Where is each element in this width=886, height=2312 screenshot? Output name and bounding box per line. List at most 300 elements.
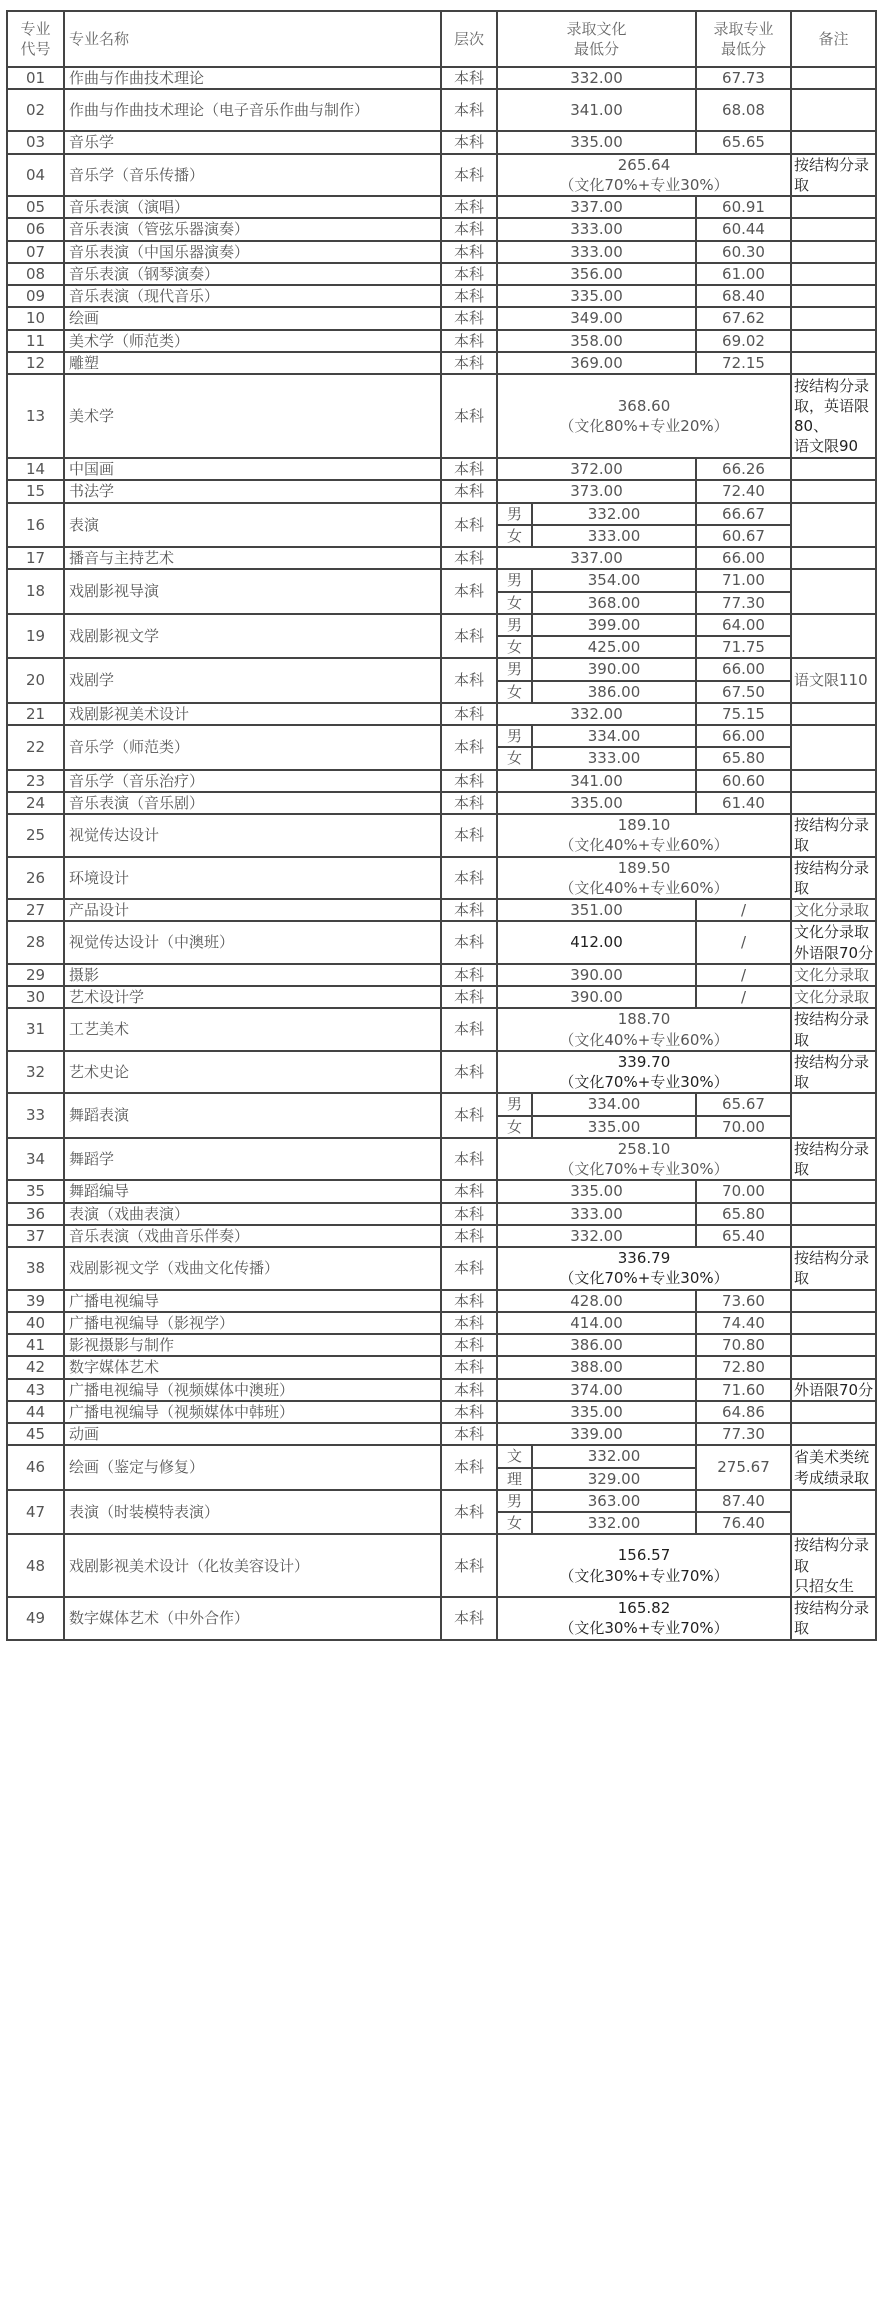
row-level: 本科 — [441, 374, 497, 458]
row-culture-score: 368.00 — [532, 592, 696, 614]
row-major-score: 65.40 — [696, 1225, 791, 1247]
row-culture-score: 329.00 — [532, 1468, 696, 1490]
row-remark — [791, 1290, 876, 1312]
row-code: 08 — [7, 263, 64, 285]
table-row — [7, 1247, 876, 1290]
row-remark — [791, 1423, 876, 1445]
row-level: 本科 — [441, 1334, 497, 1356]
row-name: 表演（戏曲表演） — [64, 1203, 441, 1225]
row-culture-score: 334.00 — [532, 1093, 696, 1115]
row-structured-score — [497, 1051, 791, 1094]
row-level: 本科 — [441, 1379, 497, 1401]
row-name: 舞蹈表演 — [64, 1093, 441, 1138]
row-culture-score: 374.00 — [497, 1379, 696, 1401]
row-name: 音乐学 — [64, 131, 441, 153]
row-structured-score — [497, 1534, 791, 1597]
row-remark — [791, 67, 876, 89]
row-major-score: 67.62 — [696, 307, 791, 329]
structured-score-formula: （文化70%+专业30%） — [559, 1073, 729, 1091]
row-remark: 外语限70分 — [791, 1379, 876, 1401]
table-row — [7, 1334, 876, 1356]
row-code: 18 — [7, 569, 64, 614]
structured-score-formula: （文化40%+专业60%） — [559, 836, 729, 855]
structured-score-value: 188.70 — [617, 1010, 671, 1029]
row-remark — [791, 725, 876, 770]
structured-score-formula: （文化40%+专业60%） — [559, 1030, 729, 1049]
row-major-score: / — [696, 921, 791, 964]
table-row — [7, 1225, 876, 1247]
row-major-score: 67.73 — [696, 67, 791, 89]
row-group-label: 男 — [497, 614, 532, 636]
row-major-score: 71.75 — [696, 636, 791, 658]
row-code: 14 — [7, 458, 64, 480]
row-code: 23 — [7, 770, 64, 792]
row-code: 36 — [7, 1203, 64, 1225]
row-code: 45 — [7, 1423, 64, 1445]
row-name: 工艺美术 — [64, 1008, 441, 1051]
structured-score-formula: （文化40%+专业60%） — [559, 878, 729, 897]
row-major-score: 66.67 — [696, 503, 791, 525]
row-culture-score: 334.00 — [532, 725, 696, 747]
row-group-label: 男 — [497, 725, 532, 747]
row-group-label: 女 — [497, 592, 532, 614]
row-remark — [791, 1334, 876, 1356]
row-major-score: 60.44 — [696, 218, 791, 240]
table-row — [7, 89, 876, 131]
row-code: 40 — [7, 1312, 64, 1334]
row-level: 本科 — [441, 1401, 497, 1423]
row-major-score: 72.80 — [696, 1356, 791, 1378]
row-code: 21 — [7, 703, 64, 725]
row-name: 播音与主持艺术 — [64, 547, 441, 569]
row-name: 广播电视编导 — [64, 1290, 441, 1312]
row-name: 音乐表演（戏曲音乐伴奏） — [64, 1225, 441, 1247]
row-culture-score: 386.00 — [532, 681, 696, 703]
row-code: 16 — [7, 503, 64, 548]
row-name: 表演 — [64, 503, 441, 548]
table-row — [7, 1138, 876, 1181]
row-group-label: 男 — [497, 658, 532, 680]
row-group-label: 女 — [497, 525, 532, 547]
table-row — [7, 1356, 876, 1378]
row-name: 舞蹈编导 — [64, 1180, 441, 1202]
row-code: 17 — [7, 547, 64, 569]
table-row — [7, 1379, 876, 1401]
row-culture-score: 332.00 — [497, 1225, 696, 1247]
table-row — [7, 1423, 876, 1445]
row-remark — [791, 89, 876, 131]
row-remark — [791, 503, 876, 548]
score-table — [6, 10, 877, 1641]
structured-score-formula: （文化30%+专业70%） — [559, 1566, 729, 1585]
row-code: 01 — [7, 67, 64, 89]
row-remark — [791, 131, 876, 153]
row-code: 49 — [7, 1597, 64, 1640]
row-culture-score: 337.00 — [497, 196, 696, 218]
header-row — [7, 11, 876, 67]
row-name: 戏剧影视文学 — [64, 614, 441, 659]
row-code: 27 — [7, 899, 64, 921]
row-name: 数字媒体艺术（中外合作） — [64, 1597, 441, 1640]
row-level: 本科 — [441, 131, 497, 153]
structured-score-value: 265.64 — [617, 155, 671, 174]
row-culture-score: 354.00 — [532, 569, 696, 591]
row-level: 本科 — [441, 986, 497, 1008]
row-group-label: 男 — [497, 569, 532, 591]
table-row — [7, 1180, 876, 1202]
row-group-label: 男 — [497, 503, 532, 525]
row-level: 本科 — [441, 1534, 497, 1597]
row-major-score: 69.02 — [696, 330, 791, 352]
table-row — [7, 921, 876, 964]
row-culture-score: 332.00 — [532, 1512, 696, 1534]
table-row — [7, 1290, 876, 1312]
row-name: 音乐表演（管弦乐器演奏） — [64, 218, 441, 240]
row-culture-score: 428.00 — [497, 1290, 696, 1312]
header-code: 专业 代号 — [7, 11, 64, 67]
table-row — [7, 263, 876, 285]
table-row — [7, 792, 876, 814]
row-code: 38 — [7, 1247, 64, 1290]
row-major-score: 66.00 — [696, 547, 791, 569]
row-code: 37 — [7, 1225, 64, 1247]
row-group-label: 女 — [497, 1116, 532, 1138]
row-remark — [791, 770, 876, 792]
row-name: 美术学 — [64, 374, 441, 458]
row-structured-score — [497, 1138, 791, 1181]
row-level: 本科 — [441, 857, 497, 900]
row-level: 本科 — [441, 1423, 497, 1445]
row-remark — [791, 1180, 876, 1202]
table-body — [7, 11, 876, 1640]
row-code: 06 — [7, 218, 64, 240]
row-code: 46 — [7, 1445, 64, 1490]
row-structured-score — [497, 1597, 791, 1640]
table-row — [7, 1203, 876, 1225]
row-level: 本科 — [441, 658, 497, 703]
row-name: 音乐表演（音乐剧） — [64, 792, 441, 814]
row-major-score: 66.00 — [696, 725, 791, 747]
row-culture-score: 335.00 — [497, 792, 696, 814]
row-code: 07 — [7, 241, 64, 263]
table-row — [7, 131, 876, 153]
row-name: 环境设计 — [64, 857, 441, 900]
structured-score-value: 368.60 — [617, 396, 671, 415]
row-major-score: 60.30 — [696, 241, 791, 263]
table-row — [7, 480, 876, 502]
row-level: 本科 — [441, 770, 497, 792]
row-level: 本科 — [441, 1180, 497, 1202]
row-code: 12 — [7, 352, 64, 374]
row-remark — [791, 1203, 876, 1225]
table-row — [7, 307, 876, 329]
row-major-score: 66.26 — [696, 458, 791, 480]
row-remark — [791, 352, 876, 374]
row-level: 本科 — [441, 1203, 497, 1225]
table-row — [7, 196, 876, 218]
row-remark: 省美术类统考成绩录取 — [791, 1445, 876, 1490]
row-level: 本科 — [441, 547, 497, 569]
row-culture-score: 414.00 — [497, 1312, 696, 1334]
row-major-score: 71.60 — [696, 1379, 791, 1401]
row-level: 本科 — [441, 1051, 497, 1094]
row-level: 本科 — [441, 1008, 497, 1051]
row-code: 15 — [7, 480, 64, 502]
row-culture-score: 333.00 — [532, 747, 696, 769]
row-culture-score: 390.00 — [532, 658, 696, 680]
row-name: 数字媒体艺术 — [64, 1356, 441, 1378]
row-major-score: 64.86 — [696, 1401, 791, 1423]
row-remark — [791, 1093, 876, 1138]
row-code: 11 — [7, 330, 64, 352]
row-name: 绘画 — [64, 307, 441, 329]
row-remark: 语文限110 — [791, 658, 876, 703]
row-major-score: 72.40 — [696, 480, 791, 502]
row-level: 本科 — [441, 1445, 497, 1490]
row-name: 视觉传达设计 — [64, 814, 441, 857]
row-remark — [791, 569, 876, 614]
structured-score-value: 336.79 — [617, 1249, 671, 1267]
row-culture-score: 335.00 — [532, 1116, 696, 1138]
row-code: 26 — [7, 857, 64, 900]
row-structured-score — [497, 374, 791, 458]
row-code: 13 — [7, 374, 64, 458]
row-remark — [791, 703, 876, 725]
row-remark: 按结构分录取 — [791, 857, 876, 900]
row-level: 本科 — [441, 503, 497, 548]
row-name: 音乐表演（演唱） — [64, 196, 441, 218]
row-level: 本科 — [441, 1247, 497, 1290]
row-name: 表演（时装模特表演） — [64, 1490, 441, 1535]
table-row — [7, 547, 876, 569]
row-major-score: 73.60 — [696, 1290, 791, 1312]
row-culture-score: 332.00 — [497, 67, 696, 89]
row-major-score: 87.40 — [696, 1490, 791, 1512]
row-name: 广播电视编导（影视学） — [64, 1312, 441, 1334]
row-code: 42 — [7, 1356, 64, 1378]
row-group-label: 女 — [497, 1512, 532, 1534]
row-culture-score: 333.00 — [497, 241, 696, 263]
row-code: 22 — [7, 725, 64, 770]
table-row — [7, 614, 876, 636]
row-remark: 文化分录取 — [791, 964, 876, 986]
table-row — [7, 330, 876, 352]
row-name: 音乐学（音乐传播） — [64, 154, 441, 197]
row-level: 本科 — [441, 614, 497, 659]
table-row — [7, 814, 876, 857]
row-code: 30 — [7, 986, 64, 1008]
row-level: 本科 — [441, 218, 497, 240]
table-row — [7, 899, 876, 921]
row-name: 动画 — [64, 1423, 441, 1445]
header-culture: 录取文化 最低分 — [497, 11, 696, 67]
row-name: 影视摄影与制作 — [64, 1334, 441, 1356]
row-level: 本科 — [441, 1290, 497, 1312]
row-remark: 按结构分录取，英语限80、 语文限90 — [791, 374, 876, 458]
row-major-score: 68.40 — [696, 285, 791, 307]
table-row — [7, 986, 876, 1008]
row-major-score: 77.30 — [696, 1423, 791, 1445]
row-level: 本科 — [441, 196, 497, 218]
row-level: 本科 — [441, 1490, 497, 1535]
row-remark: 按结构分录取 — [791, 814, 876, 857]
table-row — [7, 569, 876, 591]
row-code: 35 — [7, 1180, 64, 1202]
row-level: 本科 — [441, 480, 497, 502]
row-level: 本科 — [441, 792, 497, 814]
row-culture-score: 386.00 — [497, 1334, 696, 1356]
row-level: 本科 — [441, 1356, 497, 1378]
row-code: 20 — [7, 658, 64, 703]
row-major-score: 65.67 — [696, 1093, 791, 1115]
structured-score-value: 156.57 — [617, 1546, 671, 1565]
row-level: 本科 — [441, 814, 497, 857]
row-remark — [791, 1490, 876, 1535]
row-name: 戏剧影视文学（戏曲文化传播） — [64, 1247, 441, 1290]
row-level: 本科 — [441, 1225, 497, 1247]
row-name: 艺术史论 — [64, 1051, 441, 1094]
row-major-score: 275.67 — [696, 1445, 791, 1490]
row-culture-score: 373.00 — [497, 480, 696, 502]
row-major-score: 60.60 — [696, 770, 791, 792]
row-level: 本科 — [441, 154, 497, 197]
row-structured-score — [497, 1247, 791, 1290]
row-code: 29 — [7, 964, 64, 986]
header-name: 专业名称 — [64, 11, 441, 67]
row-structured-score — [497, 814, 791, 857]
row-name: 音乐学（音乐治疗） — [64, 770, 441, 792]
row-code: 44 — [7, 1401, 64, 1423]
row-level: 本科 — [441, 330, 497, 352]
row-culture-score: 333.00 — [532, 525, 696, 547]
row-level: 本科 — [441, 307, 497, 329]
row-group-label: 女 — [497, 681, 532, 703]
structured-score-formula: （文化70%+专业30%） — [559, 175, 729, 194]
row-name: 摄影 — [64, 964, 441, 986]
row-remark: 按结构分录取 — [791, 1247, 876, 1290]
row-remark: 文化分录取 — [791, 899, 876, 921]
row-code: 47 — [7, 1490, 64, 1535]
structured-score-value: 165.82 — [617, 1599, 671, 1617]
row-code: 04 — [7, 154, 64, 197]
row-level: 本科 — [441, 285, 497, 307]
row-code: 02 — [7, 89, 64, 131]
row-remark — [791, 285, 876, 307]
table-row — [7, 703, 876, 725]
row-structured-score — [497, 1008, 791, 1051]
row-name: 音乐表演（现代音乐） — [64, 285, 441, 307]
row-name: 作曲与作曲技术理论 — [64, 67, 441, 89]
row-culture-score: 349.00 — [497, 307, 696, 329]
row-name: 戏剧影视美术设计（化妆美容设计） — [64, 1534, 441, 1597]
structured-score-formula: （文化30%+专业70%） — [559, 1619, 729, 1638]
row-level: 本科 — [441, 899, 497, 921]
row-major-score: 70.80 — [696, 1334, 791, 1356]
row-remark: 文化分录取 — [791, 986, 876, 1008]
row-level: 本科 — [441, 703, 497, 725]
row-remark: 文化分录取 外语限70分 — [791, 921, 876, 964]
row-remark — [791, 241, 876, 263]
row-culture-score: 339.00 — [497, 1423, 696, 1445]
row-culture-score: 335.00 — [497, 131, 696, 153]
header-level: 层次 — [441, 11, 497, 67]
table-row — [7, 658, 876, 680]
row-name: 戏剧影视美术设计 — [64, 703, 441, 725]
table-row — [7, 154, 876, 197]
row-structured-score — [497, 857, 791, 900]
row-culture-score: 337.00 — [497, 547, 696, 569]
row-remark — [791, 330, 876, 352]
row-major-score: 76.40 — [696, 1512, 791, 1534]
table-row — [7, 218, 876, 240]
row-group-label: 文 — [497, 1445, 532, 1467]
row-structured-score — [497, 154, 791, 197]
row-culture-score: 358.00 — [497, 330, 696, 352]
table-row — [7, 1597, 876, 1640]
row-major-score: / — [696, 899, 791, 921]
row-name: 戏剧学 — [64, 658, 441, 703]
row-major-score: 77.30 — [696, 592, 791, 614]
row-culture-score: 390.00 — [497, 986, 696, 1008]
row-culture-score: 332.00 — [532, 1445, 696, 1467]
row-group-label: 女 — [497, 636, 532, 658]
row-level: 本科 — [441, 921, 497, 964]
row-name: 产品设计 — [64, 899, 441, 921]
row-major-score: 65.80 — [696, 747, 791, 769]
row-culture-score: 332.00 — [532, 503, 696, 525]
row-major-score: 66.00 — [696, 658, 791, 680]
row-remark — [791, 1312, 876, 1334]
row-major-score: 68.08 — [696, 89, 791, 131]
row-remark: 按结构分录取 — [791, 1008, 876, 1051]
row-culture-score: 425.00 — [532, 636, 696, 658]
row-code: 09 — [7, 285, 64, 307]
table-row — [7, 503, 876, 525]
row-remark — [791, 792, 876, 814]
row-code: 10 — [7, 307, 64, 329]
row-culture-score: 369.00 — [497, 352, 696, 374]
row-remark — [791, 1225, 876, 1247]
row-culture-score: 332.00 — [497, 703, 696, 725]
row-remark — [791, 547, 876, 569]
row-name: 音乐表演（钢琴演奏） — [64, 263, 441, 285]
row-major-score: 70.00 — [696, 1116, 791, 1138]
row-remark — [791, 458, 876, 480]
table-row — [7, 1008, 876, 1051]
row-level: 本科 — [441, 569, 497, 614]
table-row — [7, 1051, 876, 1094]
row-name: 舞蹈学 — [64, 1138, 441, 1181]
row-remark: 按结构分录取 只招女生 — [791, 1534, 876, 1597]
row-code: 32 — [7, 1051, 64, 1094]
structured-score-formula: （文化80%+专业20%） — [559, 417, 729, 435]
row-major-score: 70.00 — [696, 1180, 791, 1202]
row-culture-score: 335.00 — [497, 1180, 696, 1202]
structured-score-value: 258.10 — [617, 1139, 671, 1158]
row-name: 视觉传达设计（中澳班） — [64, 921, 441, 964]
row-name: 作曲与作曲技术理论（电子音乐作曲与制作） — [64, 89, 441, 131]
row-name: 绘画（鉴定与修复） — [64, 1445, 441, 1490]
row-culture-score: 372.00 — [497, 458, 696, 480]
row-code: 03 — [7, 131, 64, 153]
row-remark: 按结构分录取 — [791, 154, 876, 197]
table-row — [7, 1401, 876, 1423]
row-name: 艺术设计学 — [64, 986, 441, 1008]
row-name: 中国画 — [64, 458, 441, 480]
table-row — [7, 725, 876, 747]
row-major-score: 65.80 — [696, 1203, 791, 1225]
admission-score-table — [6, 10, 875, 1641]
